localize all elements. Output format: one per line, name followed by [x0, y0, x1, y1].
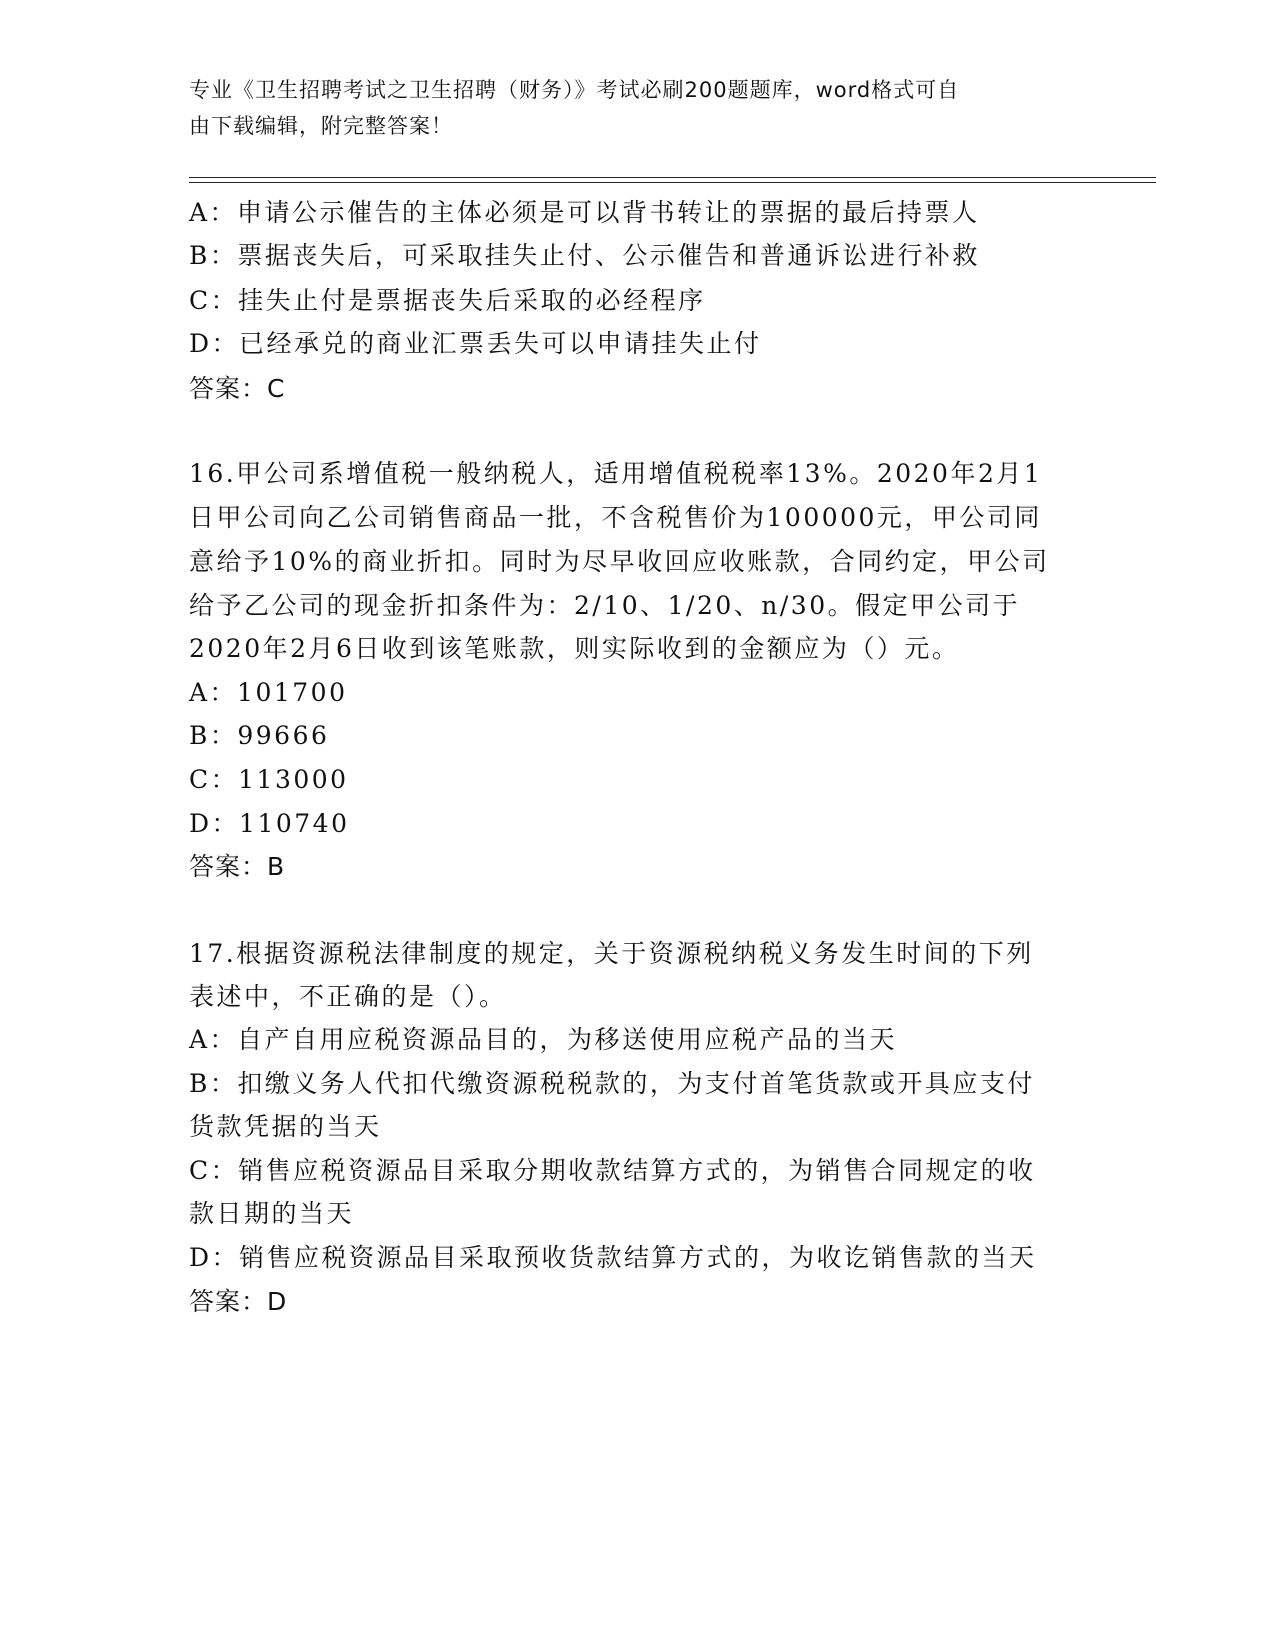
document-header [189, 72, 1069, 144]
answer-label: 答案：D [189, 1287, 288, 1316]
header-rule-top [189, 177, 1156, 178]
option-b: B：99666 [189, 721, 330, 750]
option-a: A：申请公示催告的主体必须是可以背书转让的票据的最后持票人 [189, 198, 980, 227]
header-line-2: 由下载编辑，附完整答案！ [189, 114, 453, 138]
question-stem-line: 16.甲公司系增值税一般纳税人，适用增值税税率13%。2020年2月1 [189, 459, 1043, 488]
option-b: B：票据丧失后，可采取挂失止付、公示催告和普通诉讼进行补救 [189, 241, 980, 270]
question-stem-line: 日甲公司向乙公司销售商品一批，不含税售价为100000元，甲公司同 [189, 503, 1042, 532]
option-c: C：挂失止付是票据丧失后采取的必经程序 [189, 286, 706, 315]
option-d: D：110740 [189, 809, 350, 838]
option-d: D：销售应税资源品目采取预收货款结算方式的，为收讫销售款的当天 [189, 1243, 1037, 1272]
answer-label: 答案：C [189, 374, 286, 403]
question-stem-line: 给予乙公司的现金折扣条件为：2/10、1/20、n/30。假定甲公司于 [189, 591, 1021, 620]
header-rule-bottom [189, 182, 1156, 183]
option-c: C：销售应税资源品目采取分期收款结算方式的，为销售合同规定的收 [189, 1156, 1036, 1185]
option-a: A：101700 [189, 678, 348, 707]
option-b: B：扣缴义务人代扣代缴资源税税款的，为支付首笔货款或开具应支付 [189, 1069, 1035, 1098]
question-stem-line: 17.根据资源税法律制度的规定，关于资源税纳税义务发生时间的下列 [189, 939, 1034, 968]
option-b-continued: 货款凭据的当天 [189, 1112, 382, 1141]
question-stem-line: 表述中，不正确的是（）。 [189, 982, 507, 1011]
option-d: D：已经承兑的商业汇票丢失可以申请挂失止付 [189, 329, 762, 358]
question-stem-line: 2020年2月6日收到该笔账款，则实际收到的金额应为（）元。 [189, 634, 960, 663]
option-a: A：自产自用应税资源品目的，为移送使用应税产品的当天 [189, 1025, 898, 1054]
answer-label: 答案：B [189, 852, 286, 881]
header-line-1: 专业《卫生招聘考试之卫生招聘（财务）》考试必刷200题题库，word格式可自 [189, 78, 960, 102]
option-c: C：113000 [189, 765, 349, 794]
question-stem-line: 意给予10%的商业折扣。同时为尽早收回应收账款，合同约定，甲公司 [189, 547, 1050, 576]
option-c-continued: 款日期的当天 [189, 1199, 355, 1228]
